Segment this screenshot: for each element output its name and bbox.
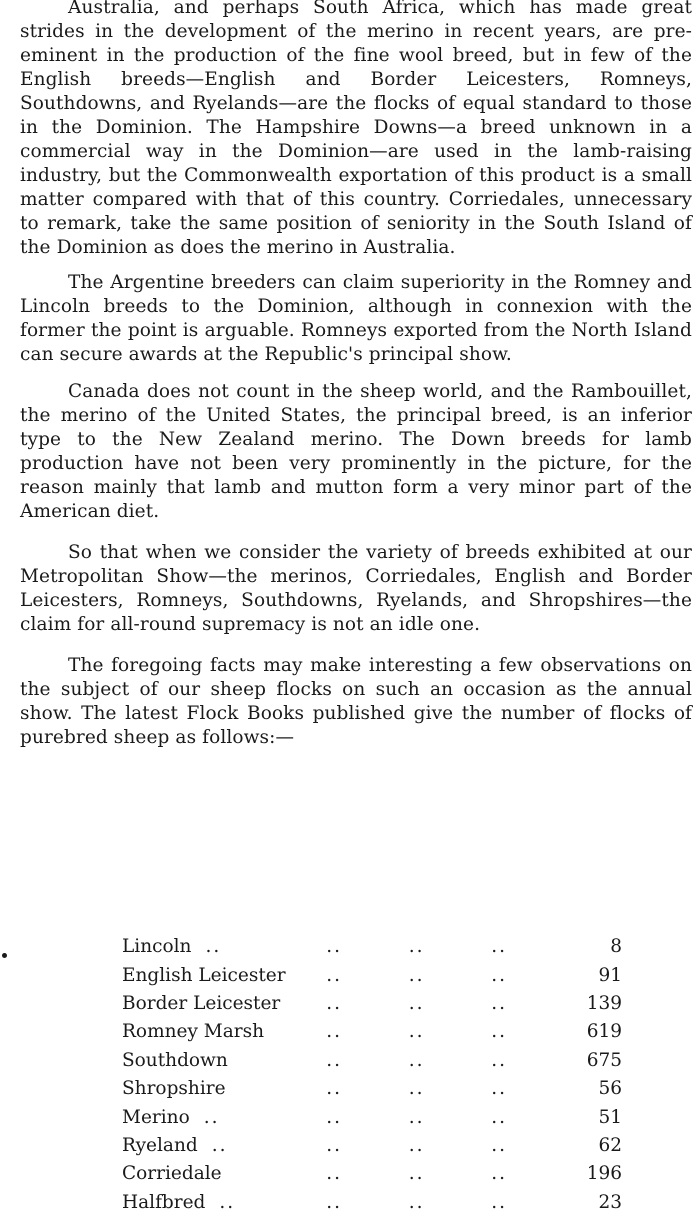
leader-dots: .. (326, 964, 342, 986)
leader-dots: .. (491, 1106, 508, 1128)
flock-table-body (122, 933, 622, 1217)
leader-dots: .. (491, 936, 508, 958)
breed-name (122, 1132, 326, 1160)
leader-dots: .. (408, 1021, 425, 1043)
paragraph-metropolitan-show: So that when we consider the variety of breeds exhibited at our Metropolitan Show—the merinos, Corriedales, English and Border Leicesters, Romneys, Southdowns, Ryelands, and Shropshires—the claim for all-round supremacy is not an idle one. (20, 542, 692, 635)
leader-dots: .. (491, 992, 508, 1014)
breed-name (122, 1018, 326, 1046)
breed-label: Shropshire (122, 1078, 226, 1100)
flock-row-corriedale (122, 1160, 622, 1188)
leader-dots: .. (326, 992, 342, 1014)
breed-name (122, 990, 326, 1018)
leader-dots: .. (491, 1134, 508, 1156)
leader-dots: .. (326, 936, 342, 958)
paragraph-australia: Australia, and perhaps South Africa, which has made great strides in the development of the merino in recent years, are pre-eminent in the production of the fine wool breed, but in few of the English breeds—English and Border Leicesters, Romneys, Southdowns, and Ryelands—are the flocks of equal standard to those in the Dominion. The Hampshire Downs—a breed unknown in a commercial way in the Dominion—are used in the lamb-raising industry, but the Commonwealth exportation of this product is a small matter compared with that of this country. Corriedales, unnecessary to remark, take the same position of seniority in the South Island of the Dominion as does the merino in Australia. (20, 0, 692, 258)
flock-count: 675 (586, 1049, 622, 1071)
breed-label: Merino (122, 1106, 190, 1128)
leader-dots: .. (408, 1106, 425, 1128)
flock-count: 8 (610, 936, 622, 958)
breed-name (122, 1103, 326, 1131)
flock-count: 56 (598, 1078, 622, 1100)
flock-count-table (122, 933, 622, 1217)
flock-row-merino (122, 1103, 622, 1131)
flock-row-shropshire (122, 1075, 622, 1103)
flock-row-border-leicester (122, 990, 622, 1018)
paragraph-argentine: The Argentine breeders can claim superiority in the Romney and Lincoln breeds to the Dominion, although in connexion with the former the point is arguable. Romneys exported from the North Island can secure awards at the Republic's principal show. (20, 272, 692, 365)
leader-dots: .. (205, 936, 222, 958)
breed-label: Corriedale (122, 1163, 222, 1185)
paragraph-flock-books: The foregoing facts may make interesting a few observations on the subject of our sheep flocks on such an occasion as the annual show. The latest Flock Books published give the number of flocks of purebred sheep as follows:— (20, 655, 692, 748)
leader-dots: .. (219, 1191, 236, 1213)
leader-dots: .. (326, 1134, 342, 1156)
leader-dots: .. (326, 1106, 342, 1128)
leader-dots: .. (326, 1078, 342, 1100)
breed-name (122, 1160, 326, 1188)
flock-count: 139 (586, 992, 622, 1014)
leader-dots: .. (491, 1191, 508, 1213)
leader-dots: .. (408, 1191, 425, 1213)
flock-row-southdown (122, 1047, 622, 1075)
leader-dots: .. (408, 1078, 425, 1100)
leader-dots: .. (491, 1021, 508, 1043)
leader-dots: .. (408, 1049, 425, 1071)
leader-dots: .. (326, 1191, 342, 1213)
leader-dots: .. (491, 1078, 508, 1100)
flock-count: 51 (598, 1106, 622, 1128)
flock-count: 23 (598, 1191, 622, 1213)
breed-label: English Leicester (122, 964, 286, 986)
breed-label: Romney Marsh (122, 1021, 265, 1043)
leader-dots: .. (326, 1163, 342, 1185)
leader-dots: .. (203, 1106, 220, 1128)
breed-name (122, 1047, 326, 1075)
leader-dots: .. (408, 1134, 425, 1156)
leader-dots: .. (408, 964, 425, 986)
flock-row-ryeland (122, 1132, 622, 1160)
flock-count: 62 (598, 1134, 622, 1156)
flock-count: 91 (598, 964, 622, 986)
breed-label: Halfbred (122, 1191, 206, 1213)
breed-label: Southdown (122, 1049, 228, 1071)
flock-count: 196 (586, 1163, 622, 1185)
breed-name (122, 1189, 326, 1217)
flock-row-halfbred (122, 1189, 622, 1217)
leader-dots: .. (491, 1163, 508, 1185)
leader-dots: .. (491, 1049, 508, 1071)
leader-dots: .. (408, 992, 425, 1014)
breed-name (122, 961, 326, 989)
breed-name (122, 933, 326, 961)
leader-dots: .. (211, 1134, 228, 1156)
paragraph-canada: Canada does not count in the sheep world, and the Rambouillet, the merino of the United States, the principal breed, is an inferior type to the New Zealand merino. The Down breeds for lamb production have not been very prominently in the picture, for the reason mainly that lamb and mutton form a very minor part of the American diet. (20, 381, 692, 522)
margin-bullet-mark (2, 953, 7, 958)
flock-row-romney-marsh (122, 1018, 622, 1046)
breed-name (122, 1075, 326, 1103)
flock-row-lincoln (122, 933, 622, 961)
flock-count: 619 (586, 1021, 622, 1043)
leader-dots: .. (326, 1049, 342, 1071)
leader-dots: .. (408, 936, 425, 958)
leader-dots: .. (408, 1163, 425, 1185)
leader-dots: .. (326, 1021, 342, 1043)
leader-dots: .. (491, 964, 508, 986)
breed-label: Border Leicester (122, 992, 281, 1014)
flock-row-english-leicester (122, 961, 622, 989)
breed-label: Lincoln (122, 936, 192, 958)
breed-label: Ryeland (122, 1134, 198, 1156)
